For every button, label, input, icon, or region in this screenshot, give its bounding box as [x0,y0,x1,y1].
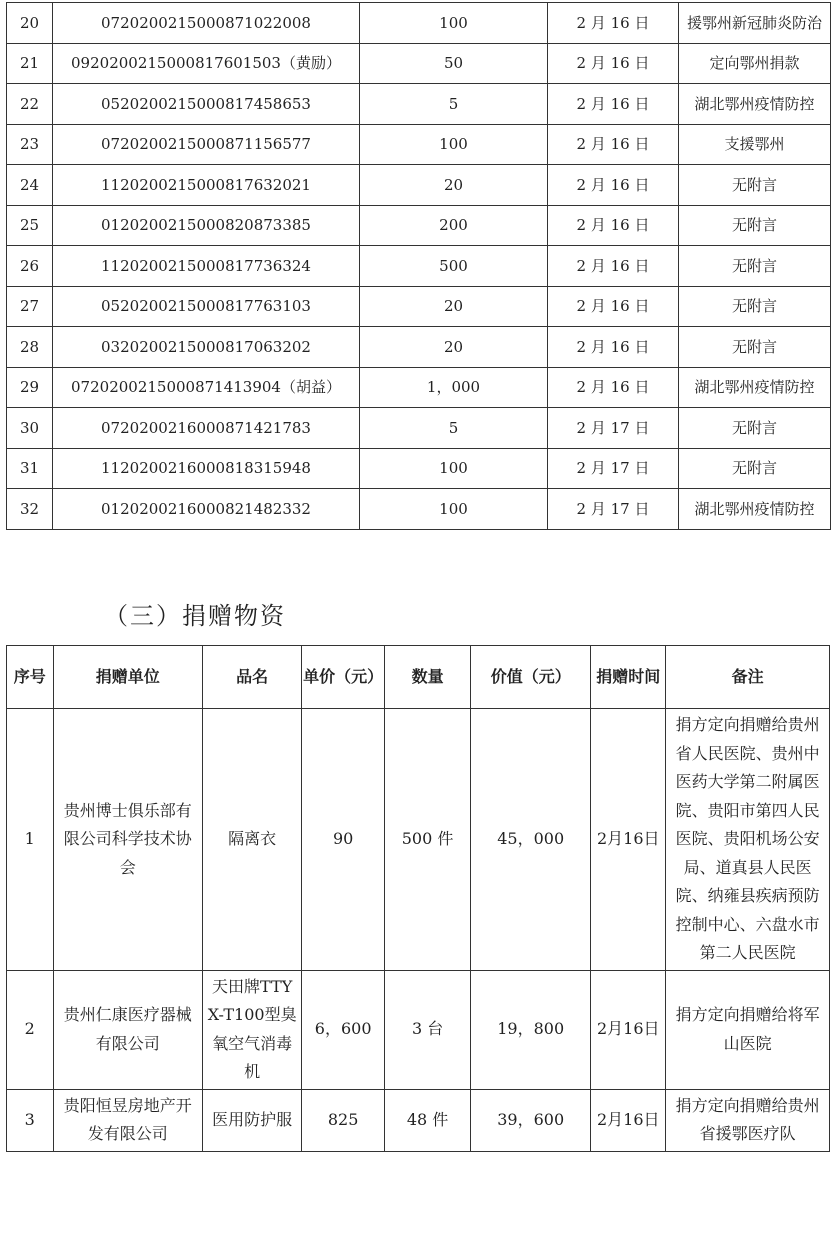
donation-date: 2 月 17 日 [548,448,679,489]
donation-date: 2月16日 [591,709,666,971]
header-index: 序号 [7,646,54,709]
header-unit-price: 单价（元） [302,646,385,709]
donated-materials-table [6,645,830,1152]
amount: 100 [360,448,548,489]
table-row [7,448,831,489]
donation-date: 2 月 16 日 [548,286,679,327]
row-index: 30 [7,408,53,449]
remark: 无附言 [679,205,831,246]
row-index: 20 [7,3,53,44]
account-number: 1120200215000817736324 [53,246,360,287]
account-number: 0720200215000871413904（胡益） [53,367,360,408]
row-index: 24 [7,165,53,206]
header-quantity: 数量 [385,646,471,709]
amount: 5 [360,84,548,125]
amount: 200 [360,205,548,246]
row-index: 1 [7,709,54,971]
account-number: 0720200216000871421783 [53,408,360,449]
account-number: 1120200215000817632021 [53,165,360,206]
donation-date: 2 月 16 日 [548,43,679,84]
remark: 湖北鄂州疫情防控 [679,367,831,408]
table-row [7,205,831,246]
table-row [7,970,830,1089]
donation-date: 2 月 16 日 [548,165,679,206]
donation-date: 2 月 17 日 [548,408,679,449]
remark: 支援鄂州 [679,124,831,165]
row-index: 28 [7,327,53,368]
account-number: 0320200215000817063202 [53,327,360,368]
unit-price: 90 [302,709,385,971]
section-heading: （三）捐赠物资 [104,602,286,630]
item-name: 医用防护服 [203,1089,302,1151]
donation-date: 2 月 16 日 [548,367,679,408]
amount: 20 [360,327,548,368]
table-row [7,84,831,125]
unit-price: 6，600 [302,970,385,1089]
total-value: 19，800 [471,970,591,1089]
table-row [7,327,831,368]
row-index: 23 [7,124,53,165]
total-value: 45，000 [471,709,591,971]
remark: 捐方定向捐赠给贵州省人民医院、贵州中医药大学第二附属医院、贵阳市第四人民医院、贵阳机场公安局、道真县人民医院、纳雍县疾病预防控制中心、六盘水市第二人民医院 [666,709,830,971]
account-number: 0520200215000817458653 [53,84,360,125]
table-row [7,286,831,327]
donor-name: 贵州博士俱乐部有限公司科学技术协会 [53,709,203,971]
row-index: 3 [7,1089,54,1151]
item-name: 隔离衣 [203,709,302,971]
account-number: 0120200215000820873385 [53,205,360,246]
row-index: 29 [7,367,53,408]
remark: 无附言 [679,165,831,206]
remark: 无附言 [679,448,831,489]
table-row [7,3,831,44]
header-value: 价值（元） [471,646,591,709]
amount: 100 [360,489,548,530]
amount: 20 [360,165,548,206]
table-row [7,408,831,449]
donation-date: 2 月 16 日 [548,84,679,125]
account-number: 0120200216000821482332 [53,489,360,530]
unit-price: 825 [302,1089,385,1151]
amount: 50 [360,43,548,84]
account-number: 0720200215000871022008 [53,3,360,44]
table-row [7,165,831,206]
row-index: 26 [7,246,53,287]
donation-date: 2 月 16 日 [548,246,679,287]
table-row [7,246,831,287]
row-index: 25 [7,205,53,246]
table-row [7,124,831,165]
donor-name: 贵阳恒昱房地产开发有限公司 [53,1089,203,1151]
donor-name: 贵州仁康医疗器械有限公司 [53,970,203,1089]
row-index: 21 [7,43,53,84]
account-number: 0920200215000817601503（黄励） [53,43,360,84]
table-row [7,43,831,84]
donation-date: 2 月 16 日 [548,205,679,246]
quantity: 500 件 [385,709,471,971]
header-item: 品名 [203,646,302,709]
account-number: 0720200215000871156577 [53,124,360,165]
header-date: 捐赠时间 [591,646,666,709]
remark: 湖北鄂州疫情防控 [679,84,831,125]
table-row [7,709,830,971]
table-row [7,489,831,530]
quantity: 48 件 [385,1089,471,1151]
amount: 100 [360,124,548,165]
amount: 500 [360,246,548,287]
header-remark: 备注 [666,646,830,709]
total-value: 39，600 [471,1089,591,1151]
remark: 无附言 [679,327,831,368]
amount: 5 [360,408,548,449]
remark: 捐方定向捐赠给贵州省援鄂医疗队 [666,1089,830,1151]
donation-date: 2 月 16 日 [548,327,679,368]
account-number: 1120200216000818315948 [53,448,360,489]
table-row [7,367,831,408]
donation-date: 2 月 16 日 [548,124,679,165]
item-name: 天田牌TTYX-T100型臭氧空气消毒机 [203,970,302,1089]
row-index: 2 [7,970,54,1089]
row-index: 27 [7,286,53,327]
remark: 无附言 [679,286,831,327]
donation-date: 2月16日 [591,1089,666,1151]
remark: 湖北鄂州疫情防控 [679,489,831,530]
remark: 无附言 [679,246,831,287]
remark: 定向鄂州捐款 [679,43,831,84]
header-donor: 捐赠单位 [53,646,203,709]
remark: 捐方定向捐赠给将军山医院 [666,970,830,1089]
amount: 100 [360,3,548,44]
amount: 20 [360,286,548,327]
table-header-row [7,646,830,709]
amount: 1，000 [360,367,548,408]
table-row [7,1089,830,1151]
row-index: 22 [7,84,53,125]
row-index: 31 [7,448,53,489]
donation-date: 2 月 17 日 [548,489,679,530]
remark: 无附言 [679,408,831,449]
account-number: 0520200215000817763103 [53,286,360,327]
row-index: 32 [7,489,53,530]
donation-records-table [6,2,831,530]
quantity: 3 台 [385,970,471,1089]
donation-date: 2 月 16 日 [548,3,679,44]
donation-date: 2月16日 [591,970,666,1089]
remark: 援鄂州新冠肺炎防治 [679,3,831,44]
